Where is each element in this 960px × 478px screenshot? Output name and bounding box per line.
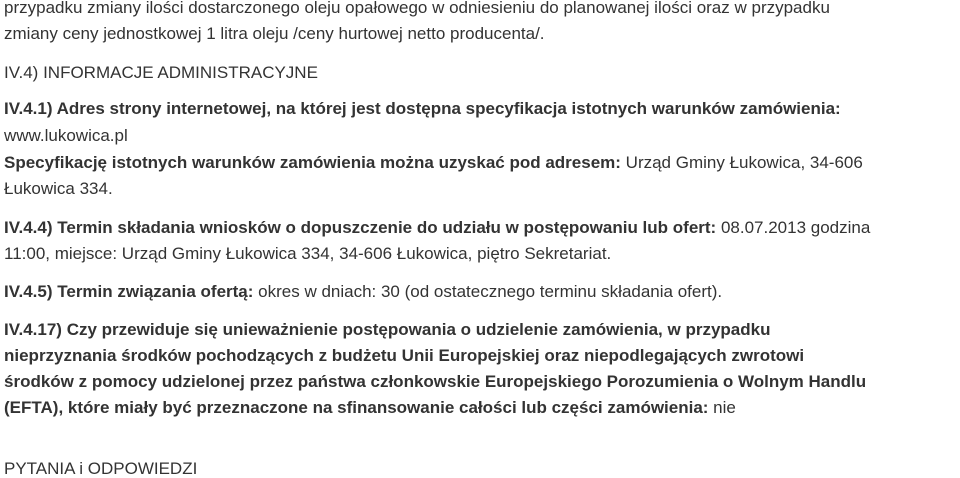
eu-funds-line-3: środków z pomocy udzielonej przez państwa członkowskie Europejskiego Porozumienia o Wolnym Handlu — [4, 372, 867, 391]
eu-funds-answer: nie — [708, 398, 736, 417]
intro-line-2: zmiany ceny jednostkowej 1 litra oleju /ceny hurtowej netto producenta/. — [4, 24, 545, 43]
spec-address-row — [4, 152, 960, 174]
eu-funds-row-4 — [4, 397, 960, 419]
deadline-row — [4, 217, 960, 239]
binding-period-value: okres w dniach: 30 (od ostatecznego terminu składania ofert). — [253, 282, 723, 301]
spec-address-value-cont: Łukowica 334. — [4, 179, 113, 198]
eu-funds-line-1: IV.4.17) Czy przewiduje się unieważnienie postępowania o udzielenie zamówienia, w przypadku — [4, 320, 771, 339]
spec-url-row — [4, 125, 960, 147]
deadline-value: 08.07.2013 godzina — [716, 218, 871, 237]
intro-line-1: przypadku zmiany ilości dostarczonego oleju opałowego w odniesieniu do planowanej ilości oraz w przypadku — [4, 0, 830, 17]
binding-period-row — [4, 281, 960, 303]
spec-address-value: Urząd Gminy Łukowica, 34-606 — [620, 153, 863, 172]
binding-period-label: IV.4.5) Termin związania ofertą: — [4, 282, 254, 301]
spec-url-link[interactable]: www.lukowica.pl — [4, 126, 128, 145]
section-heading: IV.4) INFORMACJE ADMINISTRACYJNE — [4, 63, 318, 82]
eu-funds-line-4: (EFTA), które miały być przeznaczone na sfinansowanie całości lub części zamówienia: — [4, 398, 709, 417]
qa-heading: PYTANIA i ODPOWIEDZI — [4, 459, 198, 478]
item-4-1-label: IV.4.1) Adres strony internetowej, na której jest dostępna specyfikacja istotnych warunków zamówienia: — [4, 99, 841, 118]
spec-address-label: Specyfikację istotnych warunków zamówienia można uzyskać pod adresem: — [4, 153, 621, 172]
eu-funds-line-2: nieprzyznania środków pochodzących z budżetu Unii Europejskiej oraz niepodlegających zwrotowi — [4, 346, 805, 365]
deadline-value-cont: 11:00, miejsce: Urząd Gminy Łukowica 334, 34-606 Łukowica, piętro Sekretariat. — [4, 244, 612, 263]
deadline-label: IV.4.4) Termin składania wniosków o dopuszczenie do udziału w postępowaniu lub ofert: — [4, 218, 717, 237]
